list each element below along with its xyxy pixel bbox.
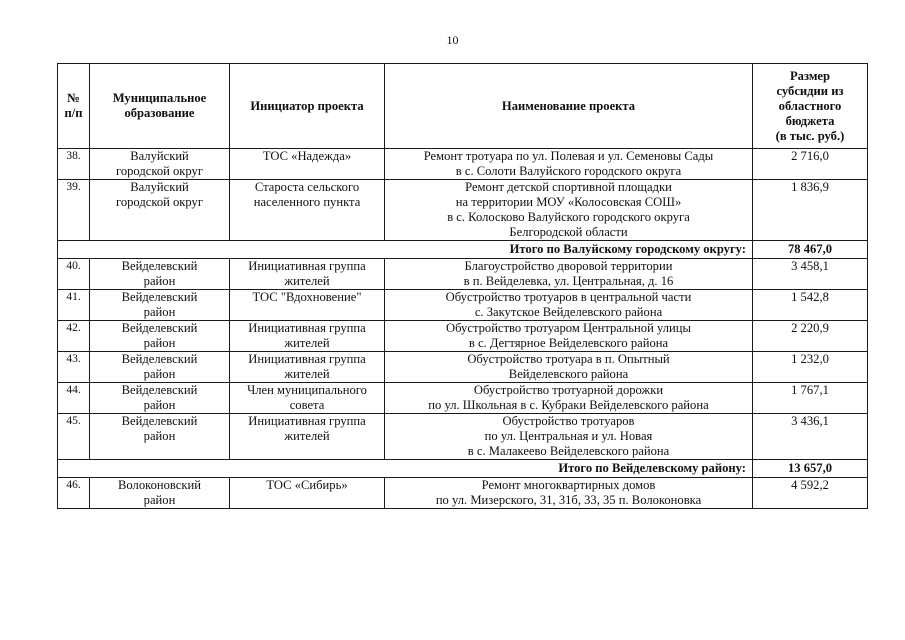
table-row — [58, 352, 868, 383]
project-cell: Обустройство тротуаром Центральной улицы в с. Дегтярное Вейделевского района — [385, 321, 753, 352]
initiator-cell: Инициативная группа жителей — [230, 259, 385, 290]
municipality-cell: Вейделевский район — [90, 321, 230, 352]
row-number: 42. — [58, 321, 90, 352]
initiator-cell: Инициативная группа жителей — [230, 352, 385, 383]
table-header-row — [58, 64, 868, 149]
project-cell: Ремонт тротуара по ул. Полевая и ул. Семеновы Сады в с. Солоти Валуйского городского округа — [385, 149, 753, 180]
project-cell: Благоустройство дворовой территории в п. Вейделевка, ул. Центральная, д. 16 — [385, 259, 753, 290]
row-number: 38. — [58, 149, 90, 180]
row-number: 44. — [58, 383, 90, 414]
header-project: Наименование проекта — [385, 64, 753, 149]
project-cell: Обустройство тротуарной дорожки по ул. Школьная в с. Кубраки Вейделевского района — [385, 383, 753, 414]
header-initiator: Инициатор проекта — [230, 64, 385, 149]
total-row — [58, 460, 868, 478]
amount-cell: 1 232,0 — [753, 352, 868, 383]
municipality-cell: Вейделевский район — [90, 290, 230, 321]
initiator-cell: Инициативная группа жителей — [230, 414, 385, 460]
table-row — [58, 414, 868, 460]
page-number: 10 — [446, 33, 459, 47]
municipality-cell: Вейделевский район — [90, 414, 230, 460]
table-row — [58, 290, 868, 321]
municipality-cell: Вейделевский район — [90, 259, 230, 290]
header-subsidy: Размер субсидии из областного бюджета (в тыс. руб.) — [753, 64, 868, 149]
municipality-cell: Валуйский городской округ — [90, 149, 230, 180]
initiator-cell: Староста сельского населенного пункта — [230, 180, 385, 241]
project-cell: Ремонт многоквартирных домов по ул. Мизерского, 31, 31б, 33, 35 п. Волоконовка — [385, 478, 753, 509]
total-label: Итого по Валуйскому городскому округу: — [58, 241, 753, 259]
municipality-cell: Волоконовский район — [90, 478, 230, 509]
initiator-cell: ТОС "Вдохновение" — [230, 290, 385, 321]
total-label: Итого по Вейделевскому району: — [58, 460, 753, 478]
municipality-cell: Вейделевский район — [90, 352, 230, 383]
table-row — [58, 321, 868, 352]
total-amount: 13 657,0 — [753, 460, 868, 478]
amount-cell: 1 767,1 — [753, 383, 868, 414]
header-municipality: Муниципальное образование — [90, 64, 230, 149]
project-cell: Ремонт детской спортивной площадки на территории МОУ «Колосовская СОШ» в с. Колосково Валуйского городского округа Белгородской области — [385, 180, 753, 241]
row-number: 43. — [58, 352, 90, 383]
row-number: 45. — [58, 414, 90, 460]
amount-cell: 4 592,2 — [753, 478, 868, 509]
row-number: 46. — [58, 478, 90, 509]
project-cell: Обустройство тротуаров по ул. Центральная и ул. Новая в с. Малакеево Вейделевского района — [385, 414, 753, 460]
header-num: № п/п — [58, 64, 90, 149]
amount-cell: 1 542,8 — [753, 290, 868, 321]
municipality-cell: Вейделевский район — [90, 383, 230, 414]
table-row — [58, 383, 868, 414]
amount-cell: 2 716,0 — [753, 149, 868, 180]
total-row — [58, 241, 868, 259]
amount-cell: 3 458,1 — [753, 259, 868, 290]
row-number: 40. — [58, 259, 90, 290]
initiator-cell: ТОС «Сибирь» — [230, 478, 385, 509]
total-amount: 78 467,0 — [753, 241, 868, 259]
row-number: 39. — [58, 180, 90, 241]
initiator-cell: Член муниципального совета — [230, 383, 385, 414]
amount-cell: 2 220,9 — [753, 321, 868, 352]
initiator-cell: ТОС «Надежда» — [230, 149, 385, 180]
municipality-cell: Валуйский городской округ — [90, 180, 230, 241]
initiator-cell: Инициативная группа жителей — [230, 321, 385, 352]
amount-cell: 3 436,1 — [753, 414, 868, 460]
table-row — [58, 180, 868, 241]
table-row — [58, 259, 868, 290]
project-cell: Обустройство тротуара в п. Опытный Вейделевского района — [385, 352, 753, 383]
amount-cell: 1 836,9 — [753, 180, 868, 241]
project-cell: Обустройство тротуаров в центральной части с. Закутское Вейделевского района — [385, 290, 753, 321]
subsidy-table — [57, 63, 868, 509]
table-row — [58, 149, 868, 180]
table-body — [58, 149, 868, 509]
row-number: 41. — [58, 290, 90, 321]
table-row — [58, 478, 868, 509]
